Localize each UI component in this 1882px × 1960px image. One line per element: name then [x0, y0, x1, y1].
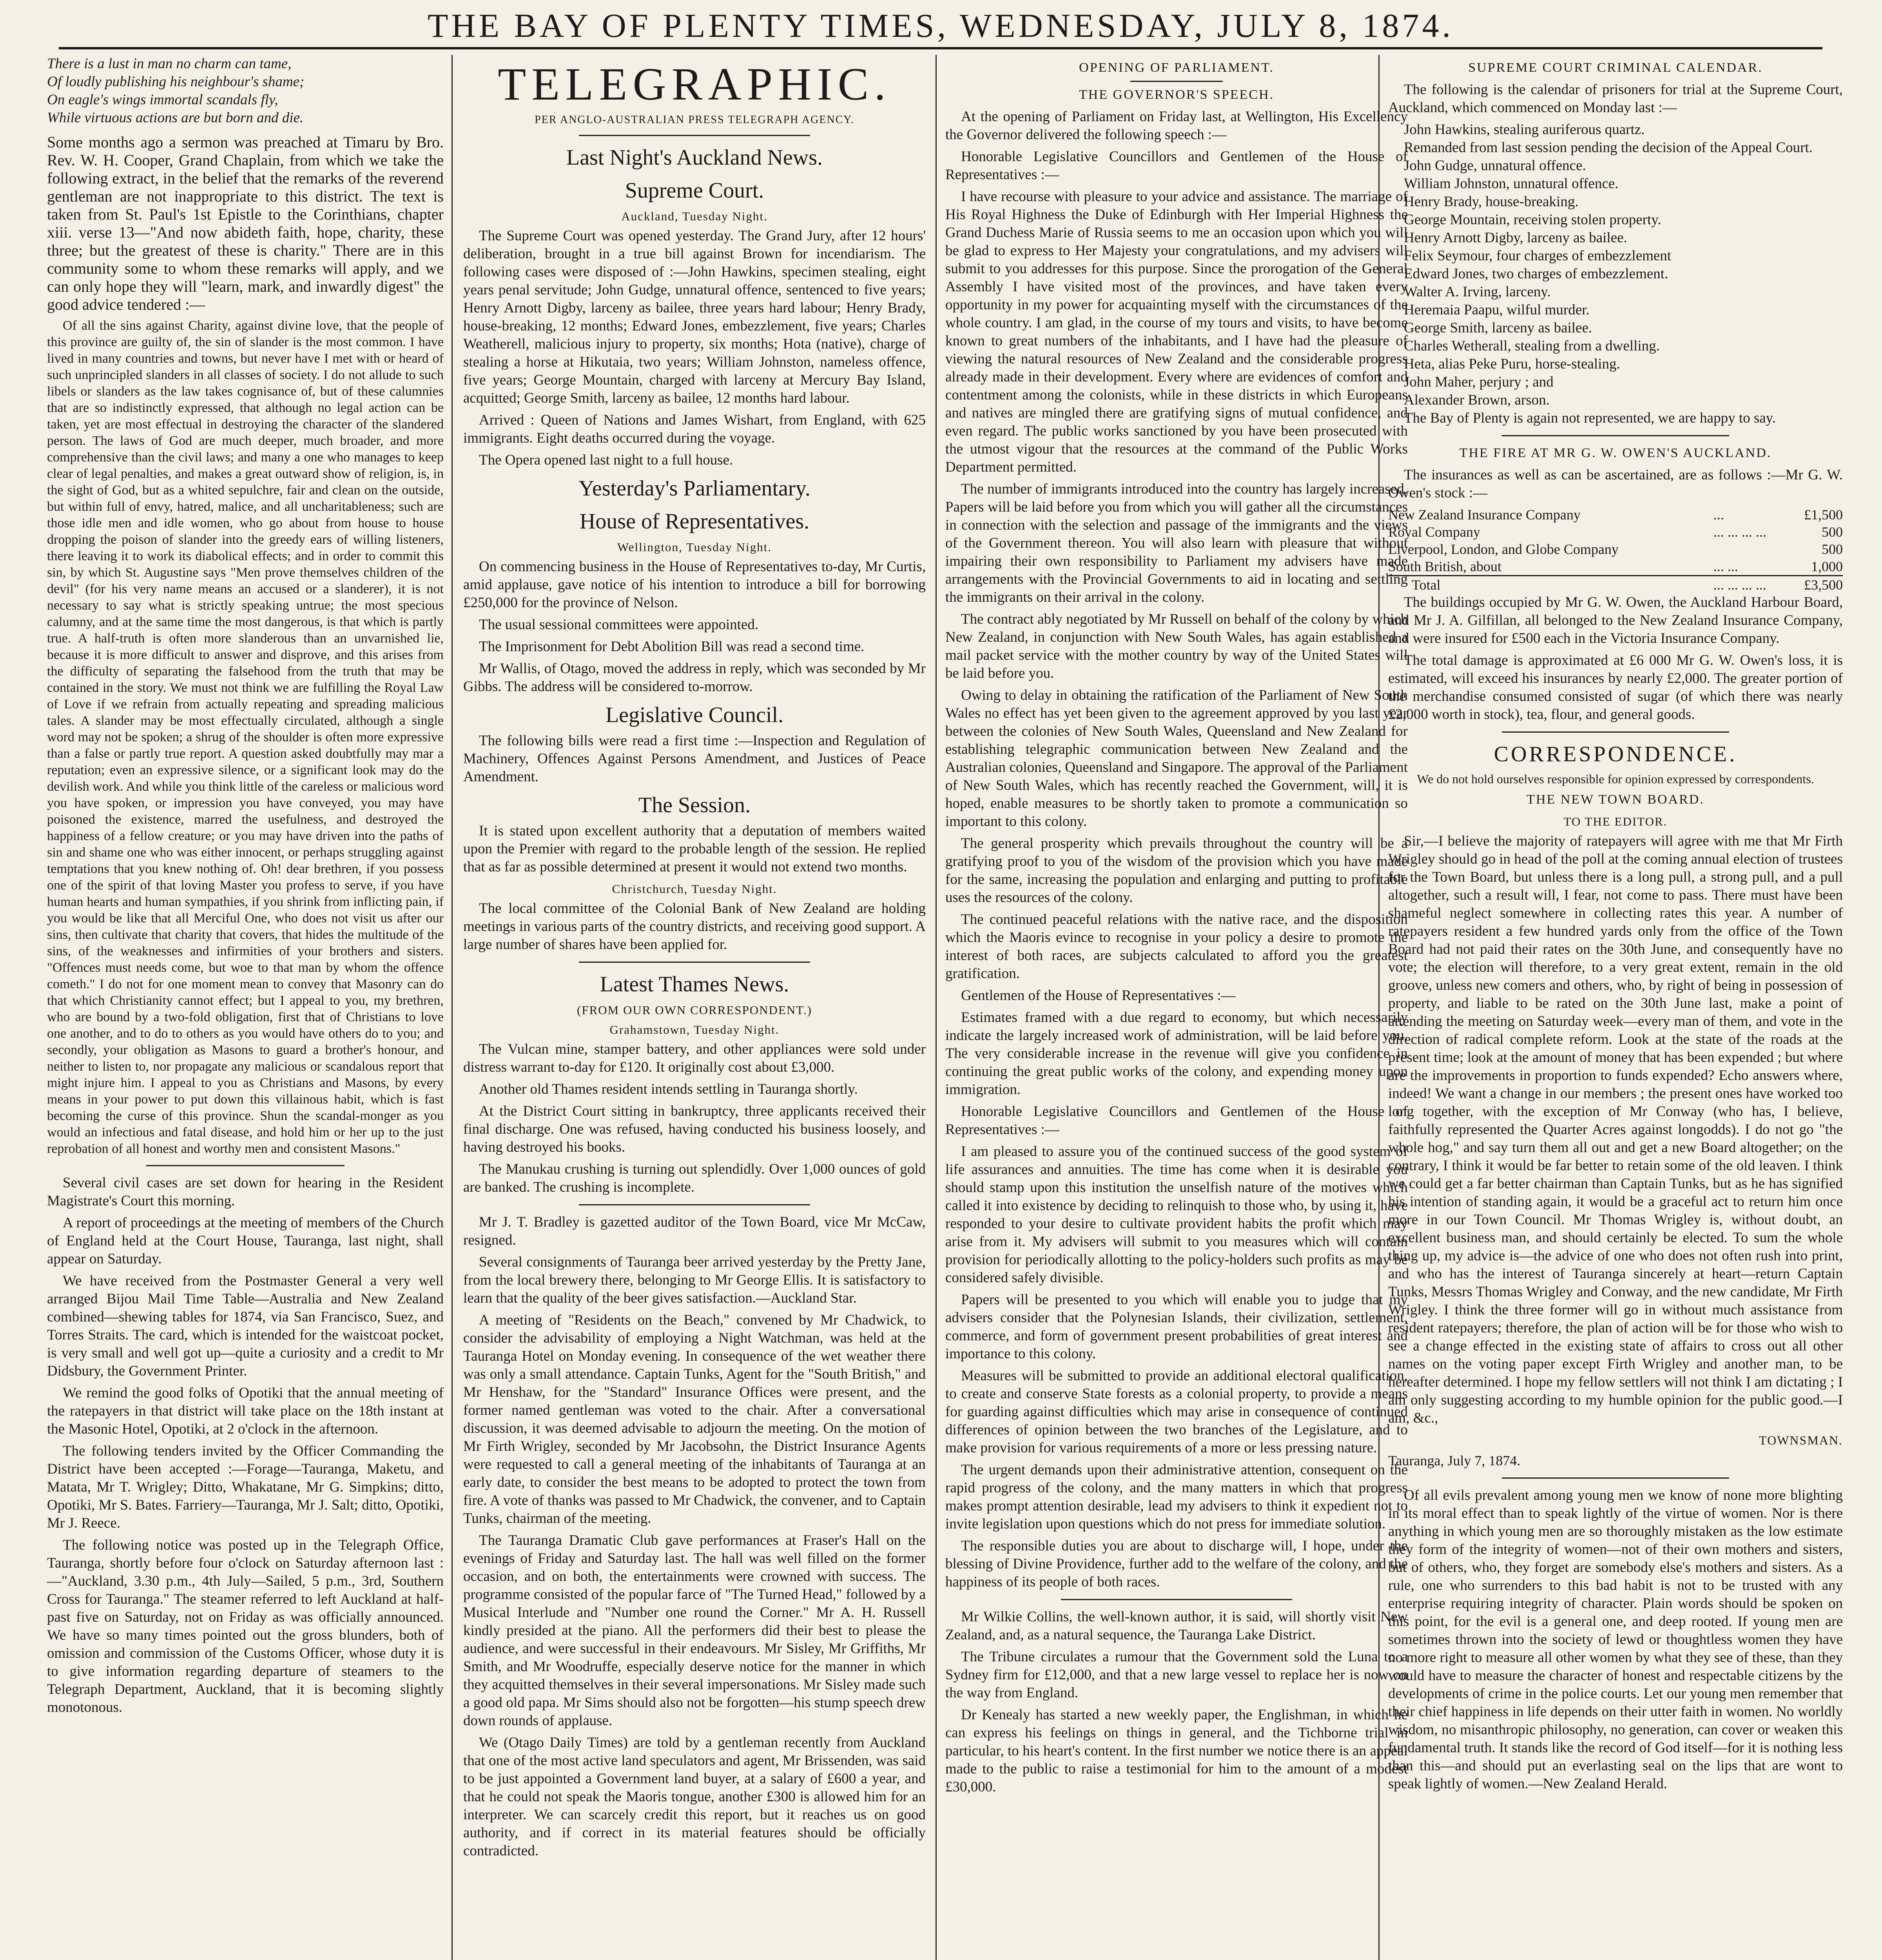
insurance-table: [1388, 506, 1843, 593]
news-paragraph: The local committee of the Colonial Bank of New Zealand are holding meetings in various parts of the country districts, and receiving good support. A large number of shares have been applied for.: [463, 900, 926, 953]
verse-line: Of loudly publishing his neighbour's shame;: [47, 74, 305, 90]
insurer-name: Royal Company: [1388, 524, 1480, 540]
section-divider: [1502, 1477, 1729, 1479]
speech-paragraph: Estimates framed with a due regard to economy, but which necessarily indicate the largely increased work of administration, will be laid before you. The very considerable increase in the revenue will give you confidence in continuing the great public works of the colony, and expending money upon immigration.: [945, 1009, 1408, 1098]
section-title: THE FIRE AT MR G. W. OWEN'S AUCKLAND.: [1459, 446, 1772, 460]
column-rule: [936, 55, 937, 1960]
total-amount: £3,500: [1788, 576, 1843, 594]
section-divider: [579, 135, 810, 136]
news-paragraph: The Opera opened last night to a full house.: [479, 452, 733, 468]
news-paragraph: Dr Kenealy has started a new weekly paper, the Englishman, in which he can express his feelings on things in general, and the Tichborne trial in particular, to his heart's content. In the first number we notice there is an appeal made to the public to raise a testimonial for him to the amount of a modest £30,000.: [945, 1707, 1408, 1795]
total-label: Total: [1388, 576, 1713, 594]
speech-paragraph: Papers will be presented to you which will enable you to judge that my advisers consider that the Polynesian Islands, their civilization, settlement, commerce, and form of government present probabilities of great interest and importance to this colony.: [945, 1292, 1408, 1362]
news-paragraph: Arrived : Queen of Nations and James Wishart, from England, with 625 immigrants. Eight deaths occurred during the voyage.: [463, 412, 926, 446]
verse-line: There is a lust in man no charm can tame,: [47, 56, 292, 72]
news-paragraph: The Tauranga Dramatic Club gave performances at Fraser's Hall on the evenings of Friday and Saturday last. The hall was well filled on the former occasion, and on both, the entertainments were crowned with success. The programme consisted of the popular farce of "The Turned Head," followed by a Musical Interlude and "Number one round the Corner." Mr A. H. Russell kindly presided at the piano. All the performers did their best to please the audience, and were successful in their endeavours. Mr Sisley, Mr Griffiths, Mr Smith, and Mr Woodruffe, especially deserve notice for the manner in which they acquitted themselves in their several impersonations. Mr Sisley made such a good old papa. Mr Sims should also not be forgotten—his stump speech drew down rounds of applause.: [463, 1532, 926, 1729]
section-divider: [1502, 435, 1729, 436]
dateline: Wellington, Tuesday Night.: [617, 540, 772, 554]
list-item: Heremaia Paapu, wilful murder.: [1404, 302, 1590, 318]
letter-title: THE NEW TOWN BOARD.: [1527, 792, 1704, 807]
insured-amount: £1,500: [1804, 507, 1843, 523]
letter-place-date: Tauranga, July 7, 1874.: [1388, 1453, 1521, 1468]
list-item: George Smith, larceny as bailee.: [1404, 320, 1592, 336]
section-title: OPENING OF PARLIAMENT.: [1079, 60, 1274, 75]
speech-paragraph: Measures will be submitted to provide an additional electoral qualification, to create and conserve State forests as a colonial property, to provide a means for guarding against difficulties which may arise in consequence of continued differences of opinion between the two branches of the Legislature, and to make provision for various requirements of a more or less pressing nature.: [945, 1368, 1408, 1456]
correspondent-note: (FROM OUR OWN CORRESPONDENT.): [577, 1003, 812, 1017]
insured-amount: 1,000: [1811, 559, 1843, 574]
column-1: [47, 55, 444, 1960]
insured-amount: 500: [1822, 541, 1843, 557]
section-divider: [1502, 731, 1729, 733]
news-paragraph: We remind the good folks of Opotiki that the annual meeting of the ratepayers in that district will take place on the 18th instant at the Masonic Hotel, Opotiki, at 2 o'clock in the afternoon.: [47, 1385, 444, 1437]
speech-paragraph: I have recourse with pleasure to your advice and assistance. The marriage of His Royal Highness the Duke of Edinburgh with Her Imperial Highness the Grand Duchess Marie of Russia seems to me an occasion upon which you will be glad to express to Her Majesty your congratulations, and my advisers will submit to you addresses for this purpose. Since the prorogation of the General Assembly I have visited most of the provinces, and have taken every opportunity in my power for acquainting myself with the circumstances of the whole country. I am glad, in the course of my tours and visits, to have become known to great numbers of the inhabitants, and I have had the pleasure of viewing the natural resources of New Zealand and the considerable progress already made in their development. Every where are evidences of comfort and contentment among the colonists, while in these districts in which Europeans and natives are mingled there are gratifying signs of mutual confidence, and even regard. The public works sanctioned by you have been prosecuted with the utmost vigour that the resources at the command of the Public Works Department permitted.: [945, 189, 1408, 475]
column-2: [463, 55, 926, 1960]
leader-dots: ... ...: [1713, 559, 1738, 574]
list-item: William Johnston, unnatural offence.: [1404, 176, 1619, 192]
news-paragraph: The following tenders invited by the Officer Commanding the District have been accepted :—Forage—Tauranga, Maketu, and Matata, Mr T. Wrigley; Ditto, Whakatane, Mr G. Simpkins; ditto, Opotiki, Mr S. Bates. Farriery—Tauranga, Mr J. Salt; ditto, Opotiki, Mr J. Reece.: [47, 1443, 444, 1531]
letter-body: Sir,—I believe the majority of ratepayers will agree with me that Mr Firth Wrigley should go in head of the poll at the coming annual election of trustees for the Town Board, but unless there is a long pull, a strong pull, and a pull altogether, such a result will, I fear, not come to pass. There must have been shameful neglect somewhere in collecting rates this year. A number of ratepayers resident a few hundred yards only from the office of the Town Board had not paid their rates on the 30th June, and consequently have no vote; the election will therefore, to a very great extent, remain in the old groove, unless new comers and others, who, by right of being in possession of property, and liable to be rated on the 30th June last, make a point of attending the meeting on Saturday week—every man of them, and vote in the direction of radical complete reform. Look at the state of the roads at the present time; look at the amount of money that has been expended ; but where are the improvements in proportion to funds expended? Echo answers where, indeed! We want a change in our members ; the present ones have worked too long together, with the exception of Mr Conway (who has, I believe, faithfully represented the Quarter Acres against longodds). I do not go "the whole hog," and say turn them all out and get a new Board altogether; on the contrary, I think it would be far better to retain some of the old leaven. I think we could get a far better chairman than Captain Tunks, but as he has signified his intention of standing again, it would be a graceful act to return him once more in our Town Council. Mr Thomas Wrigley is, without doubt, an excellent business man, and should certainly be elected. To sum the whole thing up, my advice is—the advice of one who does not often rush into print, and who has the interest of Tauranga sincerely at heart—return Captain Tunks, Messrs Thomas Wrigley and Conway, and the new candidate, Mr Firth Wrigley. I think the three former will go in without much assistance from resident ratepayers; therefore, the plan of action will be for those who wish to see a change effected in the existing state of affairs to cross out all other names on the voting paper except Firth Wrigley and another man, to be hereafter determined. I hope my fellow settlers will not think I am dictating ; I am only suggesting according to my humble opinion for the public good.—I am, &c.,: [1388, 833, 1843, 1426]
news-paragraph: The following notice was posted up in the Telegraph Office, Tauranga, shortly before four o'clock on Saturday afternoon last :—"Auckland, 3.30 p.m., 4th July—Sailed, 5 p.m., 3rd, Southern Cross for Tauranga." The steamer referred to left Auckland at half-past five on Saturday, not on Friday as was officially announced. We have so many times pointed out the gross blunders, both of omission and commission of the Customs Officer, whose duty it is to give information regarding departure of steamers to the Telegraph Department, Auckland, that it is becoming slightly monotonous.: [47, 1537, 444, 1715]
speech-paragraph: I am pleased to assure you of the continued success of the good system of life assurances and annuities. The time has come when it is desirable you should stamp upon this institution the unselfish nature of the motives which called it into existence by deciding to relinquish to those who, by using it, have responded to your desire to cultivate provident habits the profit which may arise from it. My advisers will submit to you measures which will contain provision for periodically allotting to the policy-holders such profits as may be considered safely divisible.: [945, 1143, 1408, 1286]
speech-paragraph: Honorable Legislative Councillors and Gentlemen of the House of Representatives :—: [945, 1103, 1408, 1138]
news-paragraph: Mr J. T. Bradley is gazetted auditor of the Town Board, vice Mr McCaw, resigned.: [463, 1214, 926, 1248]
news-paragraph: The following bills were read a first time :—Inspection and Regulation of Machinery, Offences Against Persons Amendment, and Justices of Peace Amendment.: [463, 733, 926, 785]
column-4: [1388, 55, 1843, 1960]
news-paragraph: The Vulcan mine, stamper battery, and other appliances were sold under distress warrant to-day for £120. It originally cost about £3,000.: [463, 1041, 926, 1075]
list-item: Felix Seymour, four charges of embezzlement: [1404, 248, 1672, 264]
fire-intro: The insurances as well as can be ascertained, are as follows :—Mr G. W. Owen's stock :—: [1388, 467, 1843, 501]
news-paragraph: We have received from the Postmaster General a very well arranged Bijou Mail Time Table—Australia and New Zealand combined—shewing tables for 1874, via San Francisco, Suez, and Torres Straits. The card, which is intended for the waistcoat pocket, is very small and well got up—quite a curiosity and a credit to Mr Didsbury, the Government Printer.: [47, 1273, 444, 1379]
list-item: Charles Wetherall, stealing from a dwelling.: [1404, 338, 1660, 354]
section-title: Yesterday's Parliamentary.: [578, 476, 810, 501]
list-item: Edward Jones, two charges of embezzlement.: [1404, 266, 1668, 282]
speech-paragraph: The responsible duties you are about to discharge will, I hope, under the blessing of Divine Providence, further add to the welfare of the colony, and the happiness of its people of both races.: [945, 1538, 1408, 1590]
news-paragraph: At the District Court sitting in bankruptcy, three applicants received their final discharge. One was refused, having conducted his business loosely, and having destroyed his books.: [463, 1103, 926, 1155]
agency-line: PER ANGLO-AUSTRALIAN PRESS TELEGRAPH AGENCY.: [535, 114, 854, 126]
sermon-extract: Of all the sins against Charity, against divine love, that the people of this province are guilty of, the sin of slander is the most common. I have lived in many countries and towns, but never have I met with or heard of such unprincipled slanders in all classes of society. I do not allude to such libels or slanders as the law takes cognisance of, but of these calumnies that are so indistinctly expressed, that although no legal action can be taken, yet are most effectual in destroying the character of the slandered person. The laws of God are much deeper, much broader, and more comprehensive than the civil laws; and many a one who manages to keep clear of legal penalties, and makes a great outward show of religion, is, in the sight of God, but as a whited sepulchre, fair and clean on the outside, but within full of envy, hatred, malice, and all uncharitableness; such are those idle men and idle women, who go about from house to house dropping the poison of slander into the greedy ears of willing listeners, there leaving it to work its diabolical effects; and in order to commit this sin, by which St. Augustine says "Men prove themselves children of the devil" (for his very name means an accused or a slanderer), it is not necessary to say what is strictly speaking untrue; the most specious calumny, and at the same time the most dangerous, is that which is partly true. A half-truth is often more slanderous than an unvarnished lie, because it is more difficult to answer and disprove, and this arises from the difficulty of separating the falsehood from the truth that may be contained in the story. We must not think we are fulfilling the Royal Law of Love if we refrain from actually repeating and spreading malicious tales. A slander may be most effectually circulated, although a single word may not be spoken; a shrug of the shoulder is often more expressive than a false or partly true report. A question asked doubtfully may mar a reputation; even an expressive silence, or a significant look may do the devilish work. And while you think little of the careless or malicious word you have spoken, or impression you have conveyed, you may have poisoned the existence, marred the usefulness, and destroyed the happiness of a fellow creature; or you may have driven into the paths of sin and shame one who was either innocent, or perhaps struggling against temptations that you knew nothing of. Oh! dear brethren, if you possess one of the spirit of that loving Master you profess to serve, if you have human hearts and human sympathies, if you shrink from inflicting pain, if you would be like that all Merciful One, who does not visit us after our sins, then cultivate that charity that covers, that hides the multitude of the sins, of the weaknesses and infirmities of your brothers and sisters. "Offences must needs come, but woe to that man by whom the offence cometh." I do not for one moment mean to convey that Masonry can do that which Christianity cannot effect; but I appeal to you, my brethren, who are bound by a two-fold obligation, first that of Christians to love one another, and to do to others as you would have others do to you; and secondly, your obligation as Masons to guard a brother's honour, and neither to listen to, nor propagate any malicious or scandalous report that might injure him. I appeal to you as Christians and Masons, by every means in your power to put down this villainous habit, which is fast becoming the curse of this province. Shun the scandal-monger as you would an infectious and fatal disease, and hold him or her up to the just reprobation of all honest and worthy men and consistent Masons.": [47, 318, 444, 1156]
news-paragraph: It is stated upon excellent authority that a deputation of members waited upon the Premier with regard to the probable length of the session. He replied that as far as possible determined at present it would not extend two months.: [463, 823, 926, 875]
news-paragraph: A report of proceedings at the meeting of members of the Church of England held at the Court House, Tauranga, last night, shall appear on Saturday.: [47, 1215, 444, 1267]
calendar-intro: The following is the calendar of prisoners for trial at the Supreme Court, Auckland, which commenced on Monday last :—: [1388, 82, 1843, 116]
section-subtitle: Legislative Council.: [605, 703, 784, 727]
news-paragraph: Several consignments of Tauranga beer arrived yesterday by the Pretty Jane, from the local brewery there, belonging to Mr George Ellis. It is satisfactory to learn that the quality of the beer gives satisfaction.—Auckland Star.: [463, 1254, 926, 1306]
news-paragraph: Of all evils prevalent among young men we know of none more blighting in its moral effect than to speak lightly of the virtue of women. Nor is there anything in which young men are so thoroughly mistaken as the low estimate they form of the integrity of women—not of their own mothers and sisters, but of others, who, they forget are somebody else's mothers and sisters. As a rule, one who surrenders to this bad habit is not to be trusted with any enterprise requiring integrity of character. Plain words should be spoken on this point, for the evil is a general one, and deep rooted. If young men are sometimes thrown into the society of lewd or thoughtless women they have no more right to measure all other women by what they see of these, than they would have to measure the character of honest and respectable citizens by the developments of crime in the police courts. Let our young men remember that their chief happiness in life depends on their utter faith in women. No worldly wisdom, no misanthropic philosophy, no generation, can cover or weaken this fundamental truth. It stands like the record of God itself—for it is nothing less than this—and should put an everlasting seal on the lips that are wont to speak lightly of women.—New Zealand Herald.: [1388, 1487, 1843, 1792]
list-item: John Hawkins, stealing auriferous quartz.: [1404, 122, 1645, 138]
speech-paragraph: The contract ably negotiated by Mr Russell on behalf of the colony by which New Zealand, in conjunction with New South Wales, has again established a mail packet service with the mother country by way of the United States will be laid before you.: [945, 611, 1408, 681]
total-row: [1388, 576, 1843, 594]
news-paragraph: Several civil cases are set down for hearing in the Resident Magistrate's Court this morning.: [47, 1175, 444, 1209]
masthead: THE BAY OF PLENTY TIMES, WEDNESDAY, JULY 8, 1874.: [59, 4, 1822, 49]
list-item: Heta, alias Peke Puru, horse-stealing.: [1404, 356, 1620, 372]
speech-paragraph: The continued peaceful relations with the native race, and the disposition which the Maoris evince to recognise in your policy a desire to promote the interest of both races, are subjects calculated to afford you the greatest gratification.: [945, 911, 1408, 982]
column-3: [945, 55, 1408, 1960]
news-paragraph: The usual sessional committees were appointed.: [479, 617, 759, 633]
news-paragraph: The Imprisonment for Debt Abolition Bill was read a second time.: [479, 639, 865, 655]
insurer-name: South British, about: [1388, 559, 1502, 574]
leader-dots: [1713, 541, 1788, 558]
dateline: Grahamstown, Tuesday Night.: [609, 1023, 780, 1036]
section-divider: [1130, 81, 1223, 82]
list-item: Remanded from last session pending the decision of the Appeal Court.: [1404, 140, 1813, 156]
news-paragraph: Another old Thames resident intends settling in Tauranga shortly.: [479, 1081, 858, 1097]
speech-paragraph: Owing to delay in obtaining the ratification of the Parliament of New South Wales no effect has yet been given to the agreement approved by you last year between the colonies of New South Wales, Queensland and New Zealand for establishing telegraphic communication between New Zealand and the Australian colonies, Queensland and Singapore. The approval of the Parliament of New South Wales, which has recently reached the Government, will, it is hoped, enable measures to be shortly taken to promote a communication so important to this colony.: [945, 687, 1408, 829]
epigraph-verse: [47, 55, 444, 127]
news-paragraph: The Supreme Court was opened yesterday. The Grand Jury, after 12 hours' deliberation, brought in a true bill against Brown for incendiarism. The following cases were disposed of :—John Hawkins, specimen stealing, eight years penal servitude; John Gudge, unnatural offence, sentenced to five years; Henry Arnott Digby, larceny as bailee, three years hard labour; Henry Brady, house-breaking, 12 months; Edward Jones, embezzlement, five years; Charles Weatherell, malicious injury to property, six months; Hota (native), charge of stealing a horse at Hikutaia, two years; William Johnston, nameless offence, five years; George Mountain, charged with larceny at Mercury Bay Island, acquitted; George Smith, larceny as bailee, 12 months hard labour.: [463, 228, 926, 406]
table-row: [1388, 541, 1843, 558]
verse-line: On eagle's wings immortal scandals fly,: [47, 92, 278, 108]
table-row: [1388, 558, 1843, 576]
section-subtitle: Supreme Court.: [625, 178, 764, 203]
news-paragraph: The buildings occupied by Mr G. W. Owen, the Auckland Harbour Board, and Mr J. A. Gilfillan, all belonged to the New Zealand Insurance Company, and were insured for £500 each in the Victoria Insurance Company.: [1388, 594, 1843, 646]
section-title: SUPREME COURT CRIMINAL CALENDAR.: [1468, 60, 1763, 75]
speech-paragraph: Honorable Legislative Councillors and Gentlemen of the House of Representatives :—: [945, 149, 1408, 183]
letter-addressee: TO THE EDITOR.: [1563, 815, 1668, 828]
insured-amount: 500: [1822, 524, 1843, 540]
section-divider: [1061, 1599, 1292, 1600]
section-title: Last Night's Auckland News.: [566, 145, 823, 170]
news-paragraph: Mr Wallis, of Otago, moved the address in reply, which was seconded by Mr Gibbs. The address will be considered to-morrow.: [463, 661, 926, 695]
verse-line: While virtuous actions are but born and die.: [47, 110, 304, 126]
list-item: Walter A. Irving, larceny.: [1404, 284, 1551, 300]
leader-dots: ... ... ... ...: [1713, 576, 1788, 594]
news-paragraph: Mr Wilkie Collins, the well-known author, it is said, will shortly visit New Zealand, and, as a natural sequence, the Tauranga Lake District.: [945, 1609, 1408, 1643]
list-item: George Mountain, receiving stolen property.: [1404, 212, 1661, 228]
insurer-name: Liverpool, London, and Globe Company: [1388, 541, 1619, 557]
section-subtitle: THE GOVERNOR'S SPEECH.: [1079, 87, 1275, 102]
sermon-intro: Some months ago a sermon was preached at Timaru by Bro. Rev. W. H. Cooper, Grand Chaplain, from which we take the following extract, in the belief that the remarks of the reverend gentleman are not inappropriate to this district. The text is taken from St. Paul's 1st Epistle to the Corinthians, chapter xiii. verse 13—"And now abideth faith, hope, charity, these three; but the greatest of these is charity." There are in this community some to whom these remarks will apply, and we can only hope they will "learn, mark, and inwardly digest" the good advice tendered :—: [47, 133, 444, 313]
speech-paragraph: The number of immigrants introduced into the country has largely increased. Papers will be laid before you from which you will gather all the circumstances in connection with the selection and passage of the immigrants and the views of the Government thereon. You will also learn with pleasure that without impairing their own responsibility to Parliament my advisers have made arrangements with the Provincial Governments to aid in locating and settling the immigrants on their arrival in the colony.: [945, 481, 1408, 605]
news-paragraph: A meeting of "Residents on the Beach," convened by Mr Chadwick, to consider the advisability of employing a Night Watchman, was held at the Tauranga Hotel on Monday evening. In consequence of the wet weather there was only a small attendance. Captain Tunks, Agent for the "South British," and Mr Henshaw, for the "Standard" Insurance Offices were present, and the former named gentleman was voted to the chair. After a conversational discussion, it was deemed advisable to adjourn the meeting. On the motion of Mr Firth Wrigley, seconded by Mr Jacobsohn, the District Insurance Agents were requested to call a general meeting of the inhabitants of Tauranga at an early date, to consider the best means to be adopted to protect the town from fire. A vote of thanks was passed to Mr Chadwick, the convener, and to Captain Tunks, chairman of the meeting.: [463, 1312, 926, 1526]
speech-paragraph: Gentlemen of the House of Representatives :—: [961, 987, 1236, 1004]
speech-paragraph: The urgent demands upon their administrative attention, consequent on the rapid progress of the colony, and the many matters in which that progress makes prompt attention desirable, lead my advisers to think it expedient not to invite legislation upon questions which do not press for immediate solution.: [945, 1462, 1408, 1532]
speech-paragraph: At the opening of Parliament on Friday last, at Wellington, His Excellency the Governor delivered the following speech :—: [945, 109, 1408, 143]
news-paragraph: The Tribune circulates a rumour that the Government sold the Luna to a Sydney firm for £12,000, and that a new large vessel to replace her is now on the way from England.: [945, 1649, 1408, 1701]
telegraphic-heading: TELEGRAPHIC.: [498, 58, 891, 110]
letter-signature: TOWNSMAN.: [1759, 1433, 1843, 1447]
news-paragraph: We (Otago Daily Times) are told by a gentleman recently from Auckland that one of the most active land speculators and agent, Mr Brissenden, was said to be just appointed a Government land buyer, at a salary of £600 a year, and that he could not speak the Maoris tongue, another £300 is allowed him for an interpreter. We can scarcely credit this report, but it reaches us on good authority, and if correct in its material features should be officially contradicted.: [463, 1735, 926, 1859]
list-item: John Gudge, unnatural offence.: [1404, 158, 1586, 174]
section-divider: [146, 1165, 344, 1166]
section-subtitle: House of Representatives.: [579, 509, 810, 534]
news-paragraph: The Manukau crushing is turning out splendidly. Over 1,000 ounces of gold are banked. The crushing is incomplete.: [463, 1161, 926, 1195]
news-paragraph: On commencing business in the House of Representatives to-day, Mr Curtis, amid applause, gave notice of his intention to introduce a bill for borrowing £250,000 for the province of Nelson.: [463, 559, 926, 611]
insurer-name: New Zealand Insurance Company: [1388, 507, 1581, 523]
leader-dots: ... ... ... ...: [1713, 524, 1766, 540]
column-rule: [451, 55, 453, 1960]
editor-disclaimer: We do not hold ourselves responsible for opinion expressed by correspondents.: [1417, 772, 1814, 786]
section-divider: [579, 1204, 810, 1205]
table-row: [1388, 506, 1843, 523]
section-subtitle: The Session.: [638, 793, 751, 817]
list-item: Alexander Brown, arson.: [1404, 392, 1550, 408]
section-title: Latest Thames News.: [600, 972, 789, 996]
calendar-outro: The Bay of Plenty is again not represented, we are happy to say.: [1404, 410, 1776, 426]
leader-dots: ...: [1713, 507, 1724, 523]
list-item: Henry Brady, house-breaking.: [1404, 194, 1579, 210]
dateline: Christchurch, Tuesday Night.: [612, 882, 777, 896]
section-divider: [579, 962, 810, 963]
list-item: John Maher, perjury ; and: [1404, 374, 1554, 390]
table-row: [1388, 523, 1843, 541]
news-paragraph: The total damage is approximated at £6 000 Mr G. W. Owen's loss, it is estimated, will exceed his insurances by nearly £2,000. The greater portion of the merchandise consumed consisted of sugar (of which there was nearly £2,000 worth in stock), tea, flour, and general goods.: [1388, 652, 1843, 722]
list-item: Henry Arnott Digby, larceny as bailee.: [1404, 230, 1627, 246]
correspondence-heading: CORRESPONDENCE.: [1494, 742, 1737, 766]
dateline: Auckland, Tuesday Night.: [621, 209, 768, 223]
speech-paragraph: The general prosperity which prevails throughout the country will be a gratifying proof to you of the wisdom of the provision which you have made for the same, increasing the population and enlarging and putting to profitable uses the resources of the colony.: [945, 835, 1408, 906]
